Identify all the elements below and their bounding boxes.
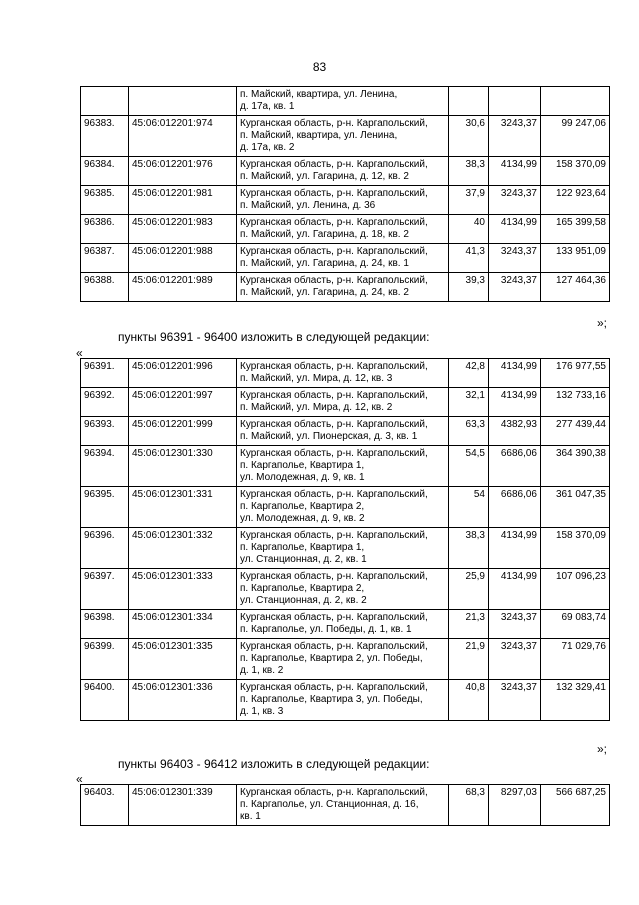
unit-price-cell: 4382,93 — [489, 417, 541, 446]
cadastral-value-cell: 71 029,76 — [541, 639, 610, 680]
table-row — [81, 273, 610, 302]
table-row — [81, 785, 610, 826]
cadastral-number-cell: 45:06:012201:981 — [129, 186, 237, 215]
record-number-cell: 96386. — [81, 215, 129, 244]
table-row — [81, 87, 610, 116]
address-cell: Курганская область, р-н. Каргапольский, п. Майский, ул. Пионерская, д. 3, кв. 1 — [237, 417, 449, 446]
closing-quote: »; — [596, 316, 607, 330]
address-cell: Курганская область, р-н. Каргапольский, п. Майский, квартира, ул. Ленина, д. 17а, кв. 2 — [237, 116, 449, 157]
amendment-paragraph: пункты 96403 - 96412 изложить в следующей редакции: — [118, 757, 430, 771]
table-row — [81, 388, 610, 417]
unit-price-cell: 3243,37 — [489, 680, 541, 721]
area-cell: 40,8 — [449, 680, 489, 721]
register-table-3 — [80, 784, 610, 826]
address-cell: п. Майский, квартира, ул. Ленина, д. 17а, кв. 1 — [237, 87, 449, 116]
unit-price-cell: 4134,99 — [489, 388, 541, 417]
record-number-cell: 96397. — [81, 569, 129, 610]
address-cell: Курганская область, р-н. Каргапольский, п. Майский, ул. Гагарина, д. 24, кв. 1 — [237, 244, 449, 273]
unit-price-cell: 6686,06 — [489, 487, 541, 528]
page-number: 83 — [312, 60, 327, 74]
unit-price-cell: 8297,03 — [489, 785, 541, 826]
table-row — [81, 528, 610, 569]
table-row — [81, 446, 610, 487]
closing-quote: »; — [596, 742, 607, 756]
cadastral-number-cell: 45:06:012201:974 — [129, 116, 237, 157]
area-cell: 63,3 — [449, 417, 489, 446]
cadastral-value-cell: 158 370,09 — [541, 157, 610, 186]
record-number-cell: 96385. — [81, 186, 129, 215]
cadastral-number-cell: 45:06:012201:983 — [129, 215, 237, 244]
unit-price-cell: 3243,37 — [489, 186, 541, 215]
table-row — [81, 244, 610, 273]
cadastral-number-cell: 45:06:012201:999 — [129, 417, 237, 446]
opening-quote: « — [76, 346, 83, 360]
cadastral-number-cell: 45:06:012201:976 — [129, 157, 237, 186]
unit-price-cell: 6686,06 — [489, 446, 541, 487]
cadastral-number-cell: 45:06:012301:331 — [129, 487, 237, 528]
unit-price-cell: 4134,99 — [489, 359, 541, 388]
address-cell: Курганская область, р-н. Каргапольский, п. Майский, ул. Мира, д. 12, кв. 3 — [237, 359, 449, 388]
cadastral-number-cell: 45:06:012301:334 — [129, 610, 237, 639]
area-cell: 54,5 — [449, 446, 489, 487]
table-row — [81, 186, 610, 215]
cadastral-number-cell — [129, 87, 237, 116]
area-cell: 41,3 — [449, 244, 489, 273]
cadastral-value-cell: 133 951,09 — [541, 244, 610, 273]
record-number-cell: 96392. — [81, 388, 129, 417]
cadastral-number-cell: 45:06:012201:997 — [129, 388, 237, 417]
cadastral-value-cell: 364 390,38 — [541, 446, 610, 487]
table-row — [81, 610, 610, 639]
cadastral-number-cell: 45:06:012201:996 — [129, 359, 237, 388]
cadastral-value-cell: 566 687,25 — [541, 785, 610, 826]
address-cell: Курганская область, р-н. Каргапольский, п. Каргаполье, Квартира 1, ул. Молодежная, д. 9, кв. 1 — [237, 446, 449, 487]
area-cell: 68,3 — [449, 785, 489, 826]
cadastral-value-cell: 127 464,36 — [541, 273, 610, 302]
cadastral-value-cell: 176 977,55 — [541, 359, 610, 388]
cadastral-value-cell: 165 399,58 — [541, 215, 610, 244]
unit-price-cell — [489, 87, 541, 116]
record-number-cell: 96391. — [81, 359, 129, 388]
cadastral-number-cell: 45:06:012201:988 — [129, 244, 237, 273]
area-cell: 42,8 — [449, 359, 489, 388]
address-cell: Курганская область, р-н. Каргапольский, п. Каргаполье, ул. Победы, д. 1, кв. 1 — [237, 610, 449, 639]
unit-price-cell: 3243,37 — [489, 639, 541, 680]
cadastral-value-cell: 277 439,44 — [541, 417, 610, 446]
address-cell: Курганская область, р-н. Каргапольский, п. Каргаполье, Квартира 2, ул. Станционная, д. 2, кв. 2 — [237, 569, 449, 610]
table-row — [81, 215, 610, 244]
amendment-paragraph: пункты 96391 - 96400 изложить в следующей редакции: — [118, 330, 430, 344]
unit-price-cell: 3243,37 — [489, 244, 541, 273]
area-cell — [449, 87, 489, 116]
unit-price-cell: 4134,99 — [489, 528, 541, 569]
cadastral-number-cell: 45:06:012301:332 — [129, 528, 237, 569]
cadastral-number-cell: 45:06:012301:336 — [129, 680, 237, 721]
unit-price-cell: 3243,37 — [489, 116, 541, 157]
record-number-cell: 96394. — [81, 446, 129, 487]
cadastral-value-cell: 122 923,64 — [541, 186, 610, 215]
record-number-cell: 96398. — [81, 610, 129, 639]
cadastral-number-cell: 45:06:012301:330 — [129, 446, 237, 487]
area-cell: 38,3 — [449, 157, 489, 186]
area-cell: 54 — [449, 487, 489, 528]
area-cell: 39,3 — [449, 273, 489, 302]
address-cell: Курганская область, р-н. Каргапольский, п. Каргаполье, Квартира 2, ул. Победы, д. 1, кв. 2 — [237, 639, 449, 680]
record-number-cell: 96395. — [81, 487, 129, 528]
record-number-cell: 96383. — [81, 116, 129, 157]
table-row — [81, 157, 610, 186]
table-row — [81, 487, 610, 528]
record-number-cell: 96388. — [81, 273, 129, 302]
table-row — [81, 680, 610, 721]
record-number-cell: 96396. — [81, 528, 129, 569]
cadastral-number-cell: 45:06:012301:335 — [129, 639, 237, 680]
address-cell: Курганская область, р-н. Каргапольский, п. Каргаполье, Квартира 3, ул. Победы, д. 1, кв. 3 — [237, 680, 449, 721]
cadastral-value-cell: 361 047,35 — [541, 487, 610, 528]
cadastral-value-cell: 99 247,06 — [541, 116, 610, 157]
address-cell: Курганская область, р-н. Каргапольский, п. Майский, ул. Гагарина, д. 12, кв. 2 — [237, 157, 449, 186]
area-cell: 30,6 — [449, 116, 489, 157]
record-number-cell — [81, 87, 129, 116]
cadastral-value-cell: 107 096,23 — [541, 569, 610, 610]
cadastral-value-cell: 158 370,09 — [541, 528, 610, 569]
record-number-cell: 96400. — [81, 680, 129, 721]
address-cell: Курганская область, р-н. Каргапольский, п. Майский, ул. Мира, д. 12, кв. 2 — [237, 388, 449, 417]
unit-price-cell: 4134,99 — [489, 157, 541, 186]
table-row — [81, 569, 610, 610]
record-number-cell: 96399. — [81, 639, 129, 680]
address-cell: Курганская область, р-н. Каргапольский, п. Каргаполье, Квартира 2, ул. Молодежная, д. 9, кв. 2 — [237, 487, 449, 528]
area-cell: 21,9 — [449, 639, 489, 680]
area-cell: 32,1 — [449, 388, 489, 417]
cadastral-number-cell: 45:06:012201:989 — [129, 273, 237, 302]
table-row — [81, 417, 610, 446]
address-cell: Курганская область, р-н. Каргапольский, п. Майский, ул. Гагарина, д. 24, кв. 2 — [237, 273, 449, 302]
area-cell: 38,3 — [449, 528, 489, 569]
cadastral-value-cell — [541, 87, 610, 116]
opening-quote: « — [76, 772, 83, 786]
unit-price-cell: 4134,99 — [489, 569, 541, 610]
table-row — [81, 639, 610, 680]
unit-price-cell: 3243,37 — [489, 610, 541, 639]
record-number-cell: 96403. — [81, 785, 129, 826]
address-cell: Курганская область, р-н. Каргапольский, п. Каргаполье, Квартира 1, ул. Станционная, д. 2, кв. 1 — [237, 528, 449, 569]
register-table-2 — [80, 358, 610, 721]
area-cell: 21,3 — [449, 610, 489, 639]
area-cell: 37,9 — [449, 186, 489, 215]
cadastral-value-cell: 132 733,16 — [541, 388, 610, 417]
cadastral-value-cell: 132 329,41 — [541, 680, 610, 721]
record-number-cell: 96384. — [81, 157, 129, 186]
unit-price-cell: 3243,37 — [489, 273, 541, 302]
table-row — [81, 359, 610, 388]
register-table-1 — [80, 86, 610, 302]
record-number-cell: 96387. — [81, 244, 129, 273]
area-cell: 40 — [449, 215, 489, 244]
record-number-cell: 96393. — [81, 417, 129, 446]
cadastral-number-cell: 45:06:012301:333 — [129, 569, 237, 610]
address-cell: Курганская область, р-н. Каргапольский, п. Майский, ул. Ленина, д. 36 — [237, 186, 449, 215]
unit-price-cell: 4134,99 — [489, 215, 541, 244]
address-cell: Курганская область, р-н. Каргапольский, п. Каргаполье, ул. Станционная, д. 16, кв. 1 — [237, 785, 449, 826]
cadastral-number-cell: 45:06:012301:339 — [129, 785, 237, 826]
cadastral-value-cell: 69 083,74 — [541, 610, 610, 639]
table-row — [81, 116, 610, 157]
area-cell: 25,9 — [449, 569, 489, 610]
address-cell: Курганская область, р-н. Каргапольский, п. Майский, ул. Гагарина, д. 18, кв. 2 — [237, 215, 449, 244]
